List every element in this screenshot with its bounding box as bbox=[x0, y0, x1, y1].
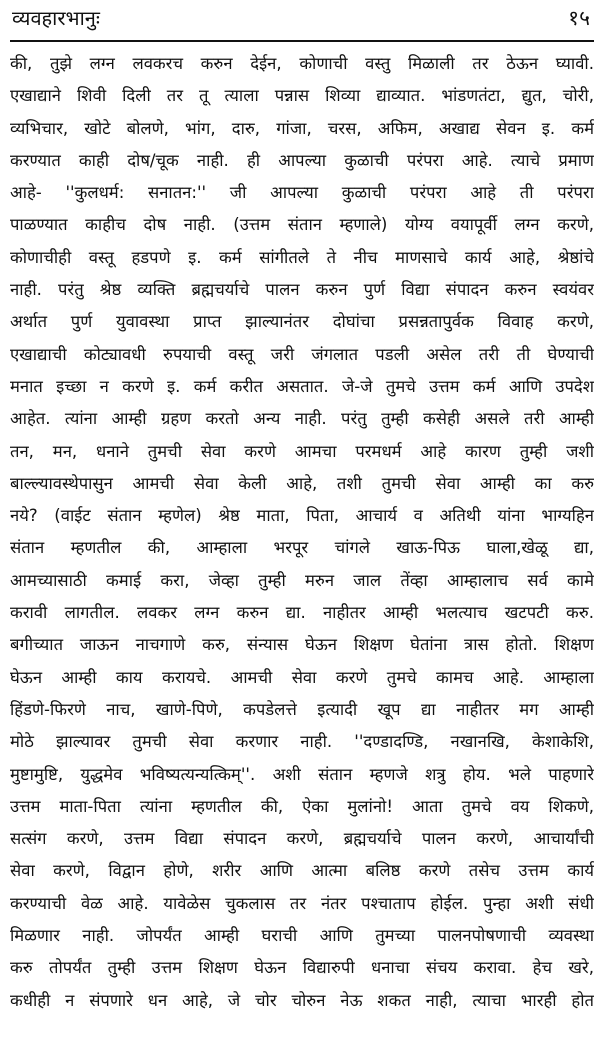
text-line: बगीच्यात जाऊन नाचगाणे करु, संन्यास घेऊन शिक्षण घेतांना त्रास होतो. शिक्षण bbox=[10, 635, 594, 655]
text-line: सत्संग करणे, उत्तम विद्या संपादन करणे, ब्रह्मचर्याचे पालन करणे, आचार्यांची bbox=[10, 829, 594, 849]
text-line: एखाद्याची कोट्यावधी रुपयाची वस्तू जरी जंगलात पडली असेल तरी ती घेण्याची bbox=[10, 344, 594, 364]
text-line: नाही. परंतु श्रेष्ठ व्यक्ति ब्रह्मचर्याचे पालन करुन पुर्ण विद्या संपादन करुन स्वयंवर bbox=[10, 280, 594, 300]
text-line: घेऊन आम्ही काय करायचे. आमची सेवा करणे तुमचे कामच आहे. आम्हाला bbox=[10, 667, 594, 687]
text-line: व्यभिचार, खोटे बोलणे, भांग, दारु, गांजा, चरस, अफिम, अखाद्य सेवन इ. कर्म bbox=[10, 118, 594, 138]
text-line: अर्थात पुर्ण युवावस्था प्राप्त झाल्यानंतर दोघांचा प्रसन्नतापुर्वक विवाह करणे, bbox=[10, 312, 594, 332]
body-text bbox=[10, 48, 594, 1017]
text-line: मुष्टामुष्टि, युद्धमेव भविष्यत्यन्यत्किम्''. अशी संतान म्हणजे शत्रु होय. भले पाहणारे bbox=[10, 764, 594, 784]
text-line: करण्यात काही दोष/चूक नाही. ही आपल्या कुळाची परंपरा आहे. त्याचे प्रमाण bbox=[10, 150, 594, 170]
text-line: आहेत. त्यांना आम्ही ग्रहण करतो अन्य नाही. परंतु तुम्ही कसेही असले तरी आम्ही bbox=[10, 409, 594, 429]
text-line: कोणाचीही वस्तू हडपणे इ. कर्म सांगीतले ते नीच माणसाचे कार्य आहे, श्रेष्ठांचे bbox=[10, 247, 594, 267]
text-line: मनात इच्छा न करणे इ. कर्म करीत असतात. जे-जे तुमचे उत्तम कर्म आणि उपदेश bbox=[10, 376, 594, 396]
text-line: सेवा करणे, विद्वान होणे, शरीर आणि आत्मा बलिष्ठ करणे तसेच उत्तम कार्य bbox=[10, 861, 594, 881]
text-line: संतान म्हणतील की, आम्हाला भरपूर चांगले खाऊ-पिऊ घाला,खेळू द्या, bbox=[10, 538, 594, 558]
text-line: एखाद्याने शिवी दिली तर तू त्याला पन्नास शिव्या द्याव्यात. भांडणतंटा, द्युत, चोरी, bbox=[10, 86, 594, 106]
text-line: उत्तम माता-पिता त्यांना म्हणतील की, ऐका मुलांनो! आता तुमचे वय शिकणे, bbox=[10, 796, 594, 816]
text-line: तन, मन, धनाने तुमची सेवा करणे आमचा परमधर्म आहे कारण तुम्ही जशी bbox=[10, 441, 594, 461]
text-line: करावी लागतील. लवकर लग्न करुन द्या. नाहीतर आम्ही भलत्याच खटपटी करु. bbox=[10, 603, 594, 623]
text-line: हिंडणे-फिरणे नाच, खाणे-पिणे, कपडेलत्ते इत्यादी खूप द्या नाहीतर मग आम्ही bbox=[10, 699, 594, 719]
text-line: मोठे झाल्यावर तुमची सेवा करणार नाही. ''दण्डादण्डि, नखानखि, केशाकेशि, bbox=[10, 732, 594, 752]
text-line: की, तुझे लग्न लवकरच करुन देईन, कोणाची वस्तु मिळाली तर ठेऊन घ्यावी. bbox=[10, 54, 594, 73]
text-line: आमच्यासाठी कमाई करा, जेव्हा तुम्ही मरुन जाल तेंव्हा आम्हालाच सर्व कामे bbox=[10, 570, 594, 590]
text-line: करण्याची वेळ आहे. यावेळेस चुकलास तर नंतर पश्चाताप होईल. पुन्हा अशी संधी bbox=[10, 893, 594, 913]
text-line: नये? (वाईट संतान म्हणेल) श्रेष्ठ माता, पिता, आचार्य व अतिथी यांना भाग्यहिन bbox=[10, 506, 594, 526]
page-number: १५ bbox=[568, 6, 590, 30]
text-line: आहे- ''कुलधर्म: सनातन:'' जी आपल्या कुळाची परंपरा आहे ती परंपरा bbox=[10, 183, 594, 203]
running-head: व्यवहारभानुः bbox=[12, 6, 100, 30]
text-line: करु तोपर्यंत तुम्ही उत्तम शिक्षण घेऊन विद्यारुपी धनाचा संचय करावा. हेच खरे, bbox=[10, 958, 594, 978]
text-line: बाल्ल्यावस्थेपासुन आमची सेवा केली आहे, तशी तुमची सेवा आम्ही का करु bbox=[10, 473, 594, 493]
text-line: कधीही न संपणारे धन आहे, जे चोर चोरुन नेऊ शकत नाही, त्याचा भारही होत bbox=[10, 990, 594, 1010]
text-line: मिळणार नाही. जोपर्यंत आम्ही घराची आणि तुमच्या पालनपोषणाची व्यवस्था bbox=[10, 926, 594, 946]
page-header bbox=[10, 0, 594, 42]
text-line: पाळण्यात काहीच दोष नाही. (उत्तम संतान म्हणाले) योग्य वयापूर्वी लग्न करणे, bbox=[10, 215, 594, 235]
